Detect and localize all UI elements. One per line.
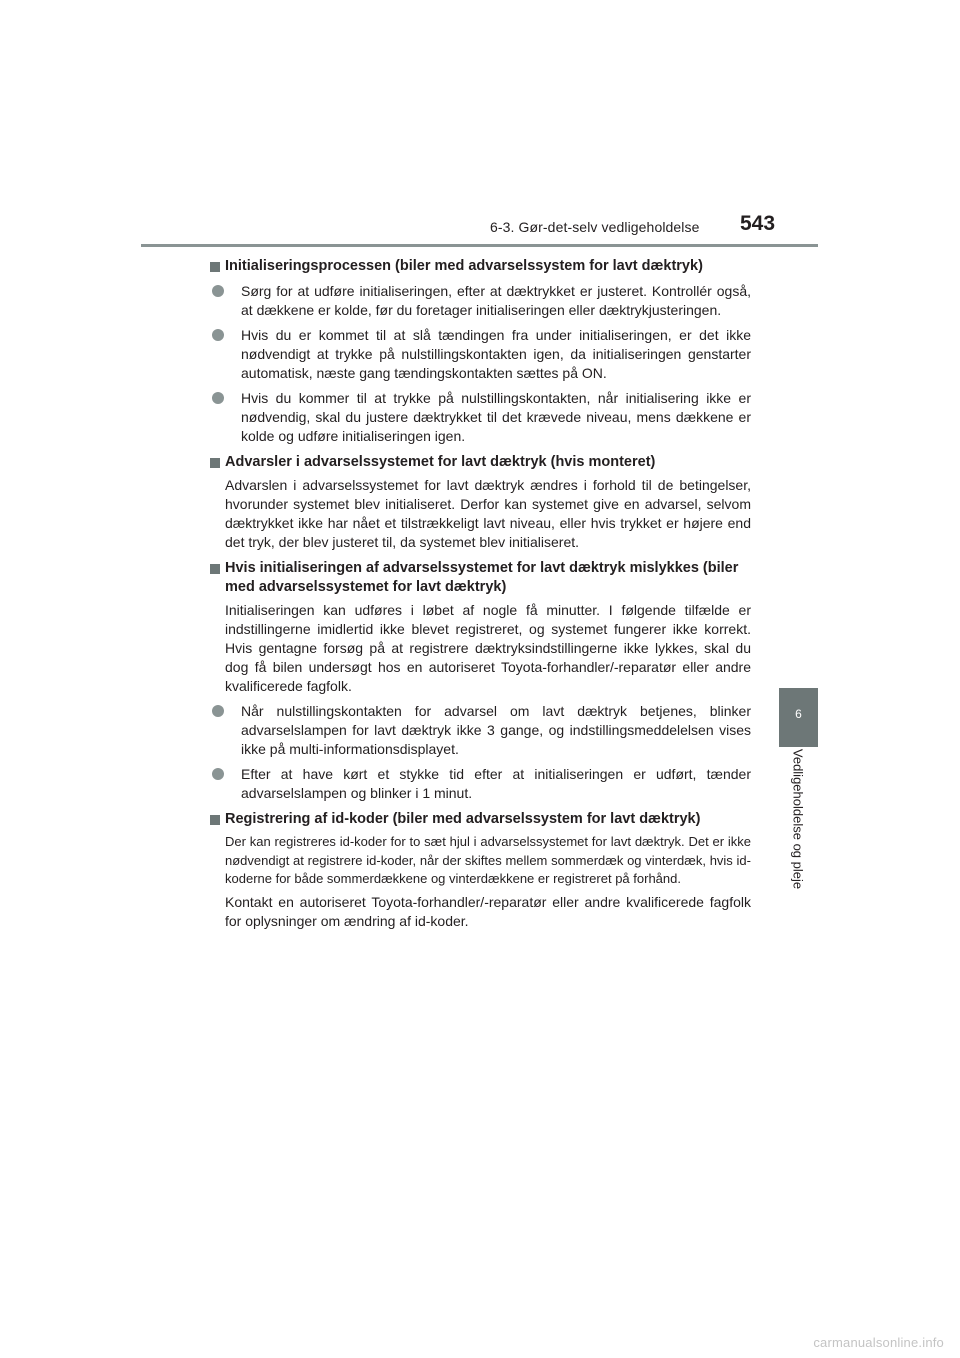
bullet-text: Hvis du er kommet til at slå tændingen fra under initialiseringen, er det ikke nødvendigt at trykke på nulstillingskontakten igen, da initialiseringen genstarter automatisk, næste gang tændingskontakten sættes på ON. [241,327,751,381]
bullet-item [212,389,751,446]
section-heading [209,559,751,597]
bullet-item [212,702,751,759]
page-content [209,250,751,931]
circle-bullet-icon [212,392,224,404]
page-number: 543 [740,212,776,235]
section-heading-text: Hvis initialiseringen af advarselssystemet for lavt dæktryk mislykkes (biler med advarselssystemet for lavt dæktryk) [225,560,739,595]
circle-bullet-icon [212,329,224,341]
section-heading [209,257,751,276]
section-heading-text: Advarsler i advarselssystemet for lavt dæktryk (hvis monteret) [225,454,656,470]
square-bullet-icon [210,458,220,468]
paragraph: Advarslen i advarselssystemet for lavt dæktryk ændres i forhold til de betingelser, hvorunder systemet blev initialiseret. Derfor kan systemet give en advarsel, selvom dæktrykket ikke har nået et tilstrækkeligt lavt niveau, eller hvis trykket er højere end det tryk, der blev justeret til, da systemet blev initialiseret. [225,477,751,550]
square-bullet-icon [210,815,220,825]
watermark: carmanualsonline.info [813,1335,944,1350]
bullet-text: Sørg for at udføre initialiseringen, efter at dæktrykket er justeret. Kontrollér også, at dækkene er kolde, før du foretager initialiseringen eller dæktrykjusteringen. [241,283,751,318]
section-heading [209,453,751,472]
section-heading-text: Registrering af id-koder (biler med advarselssystem for lavt dæktryk) [225,811,701,827]
chapter-number: 6 [795,707,802,721]
bullet-item [212,765,751,803]
bullet-text: Efter at have kørt et stykke tid efter at initialiseringen er udført, tænder advarselslampen og blinker i 1 minut. [241,766,751,801]
section-heading [209,810,751,829]
square-bullet-icon [210,564,220,574]
square-bullet-icon [210,262,220,272]
bullet-text: Hvis du kommer til at trykke på nulstillingskontakten, når initialisering ikke er nødvendig, skal du justere dæktrykket til det krævede niveau, mens dækkene er kolde og udføre initialiseringen igen. [241,390,751,444]
circle-bullet-icon [212,768,224,780]
paragraph: Kontakt en autoriseret Toyota-forhandler/-reparatør eller andre kvalificerede fagfolk for oplysninger om ændring af id-koder. [225,893,751,929]
chapter-label: Vedligeholdelse og pleje [790,748,806,890]
circle-bullet-icon [212,285,224,297]
header-divider [141,244,818,247]
bullet-text: Når nulstillingskontakten for advarsel om lavt dæktryk betjenes, blinker advarselslampen for lavt dæktryk ikke 3 gange, og indstillingsmeddelelsen vises ikke på multi-informationsdisplayet. [241,703,751,757]
section-heading-text: Initialiseringsprocessen (biler med advarselssystem for lavt dæktryk) [225,258,703,274]
paragraph: Der kan registreres id-koder for to sæt hjul i advarselssystemet for lavt dæktryk. Det er ikke nødvendigt at registrere id-koder, når der skiftes mellem sommerdæk og vinterdæk, hvis id-koderne for både sommerdækkene og vinterdækkene er registreret på forhånd. [225,834,751,886]
bullet-item [212,282,751,320]
bullet-item [212,326,751,383]
circle-bullet-icon [212,705,224,717]
chapter-tab [779,688,818,747]
section-title: 6-3. Gør-det-selv vedligeholdelse [490,219,700,235]
paragraph: Initialiseringen kan udføres i løbet af nogle få minutter. I følgende tilfælde er indstillingerne imidlertid ikke blevet registreret, og systemet fungerer ikke korrekt. Hvis gentagne forsøg på at registrere dæktryksindstillingerne ikke lykkes, skal du dog få bilen undersøgt hos en autoriseret Toyota-forhandler/-reparatør eller andre kvalificerede fagfolk. [225,602,751,694]
